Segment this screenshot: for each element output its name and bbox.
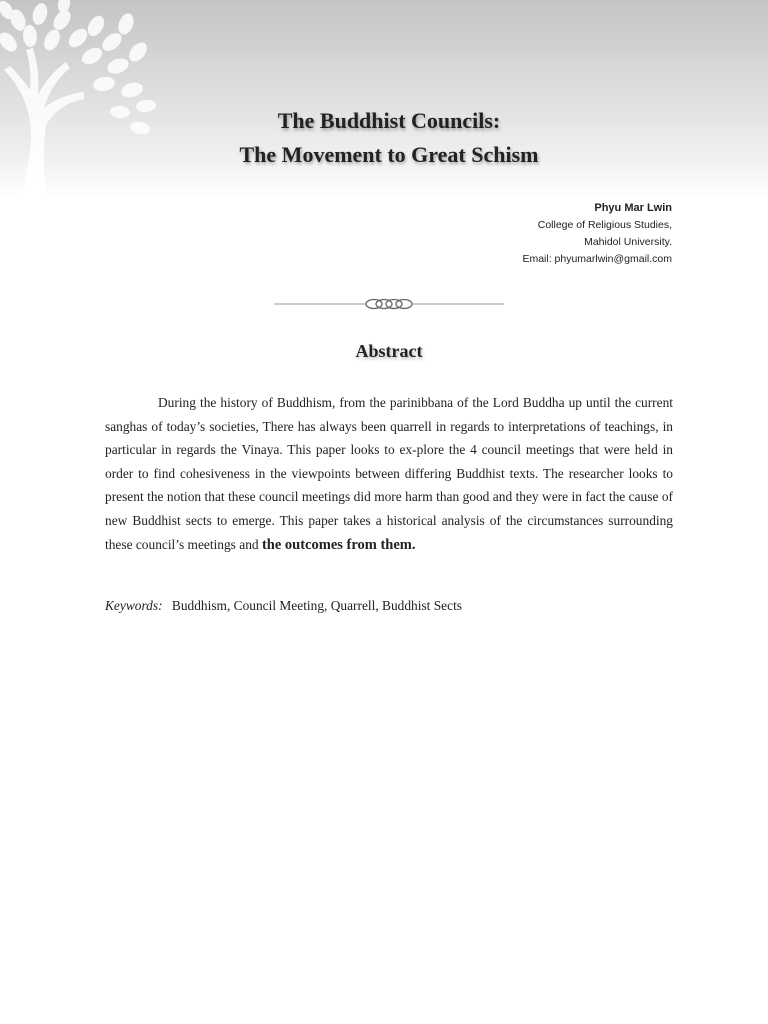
abstract-body: [105, 391, 673, 557]
keywords-list: Buddhism, Council Meeting, Quarrell, Buddhist Sects: [171, 598, 462, 613]
abstract-text: During the history of Buddhism, from the parinibbana of the Lord Buddha up until the current sanghas of today’s societies, There has always been quarrell in regards to interpretations of teachings, in particular in regards the Vinaya. This paper looks to ex-plore the 4 council meetings that were held in order to find cohesiveness in the viewpoints between differing Buddhist texts. The researcher looks to present the notion that these council meetings did more harm than good and they were in fact the cause of new Buddhist sects to emerge. This paper takes a historical analysis of the circumstances surrounding these council’s meetings and: [105, 395, 673, 552]
paper-title: [0, 104, 768, 172]
author-name: Phyu Mar Lwin: [594, 202, 672, 214]
chain-divider-ornament-icon: [274, 294, 504, 314]
abstract-heading: Abstract: [355, 341, 423, 361]
abstract-text-bold: the outcomes from them.: [261, 536, 416, 553]
affiliation-line-2: Mahidol University.: [584, 236, 672, 248]
title-line-2: The Movement to Great Schism: [239, 142, 539, 167]
title-line-1: The Buddhist Councils:: [277, 108, 501, 133]
keywords-line: [105, 598, 462, 614]
affiliation-line-1: College of Religious Studies,: [537, 219, 672, 231]
author-email: Email: phyumarlwin@gmail.com: [522, 253, 672, 265]
author-block: [522, 200, 672, 268]
keywords-label: Keywords:: [105, 598, 163, 613]
